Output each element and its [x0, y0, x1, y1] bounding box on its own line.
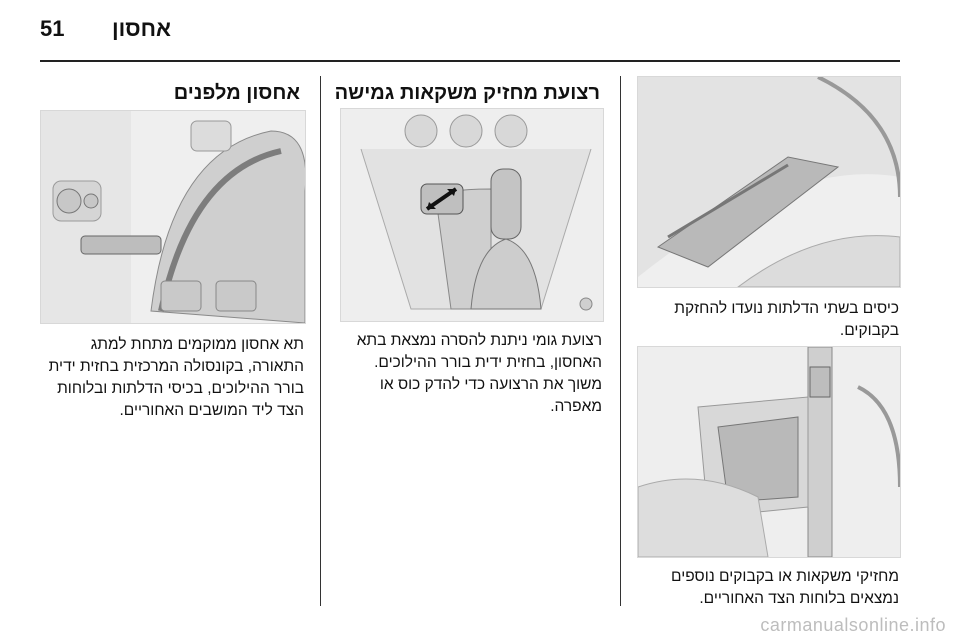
right-paragraph-bottom: מחזיקי משקאות או בקבוקים נוספים נמצאים בלוחות הצד האחוריים.: [671, 568, 899, 607]
cupholder-strap-figure: [340, 108, 604, 322]
site-watermark: carmanualsonline.info: [760, 615, 946, 635]
column-divider-left: [320, 76, 321, 606]
left-paragraph: תא אחסון ממוקמים מתחת למתג התאורה, בקונסולה המרכזית בחזית ידית בורר ההילוכים, בכיסי הדלתות ובלוחות הצד ליד המושבים האחוריים.: [48, 336, 304, 419]
rear-side-storage-figure: [637, 346, 901, 558]
dashboard-storage-figure: [40, 110, 306, 324]
right-paragraph-top: כיסים בשתי הדלתות נועדו להחזקת בקבוקים.: [674, 300, 899, 339]
header-rule: [40, 60, 900, 62]
chapter-title: אחסון: [112, 16, 172, 41]
column-divider-right: [620, 76, 621, 606]
middle-paragraph: רצועת גומי ניתנת להסרה נמצאת בתא האחסון, בחזית ידית בורר ההילוכים. משוך את הרצועה כדי להדק כוס או מאפרה.: [356, 332, 602, 415]
middle-heading: רצועת מחזיק משקאות גמישה: [334, 82, 600, 104]
left-heading: אחסון מלפנים: [173, 82, 300, 104]
door-pocket-figure: [637, 76, 901, 288]
page-number: 51: [40, 16, 65, 41]
